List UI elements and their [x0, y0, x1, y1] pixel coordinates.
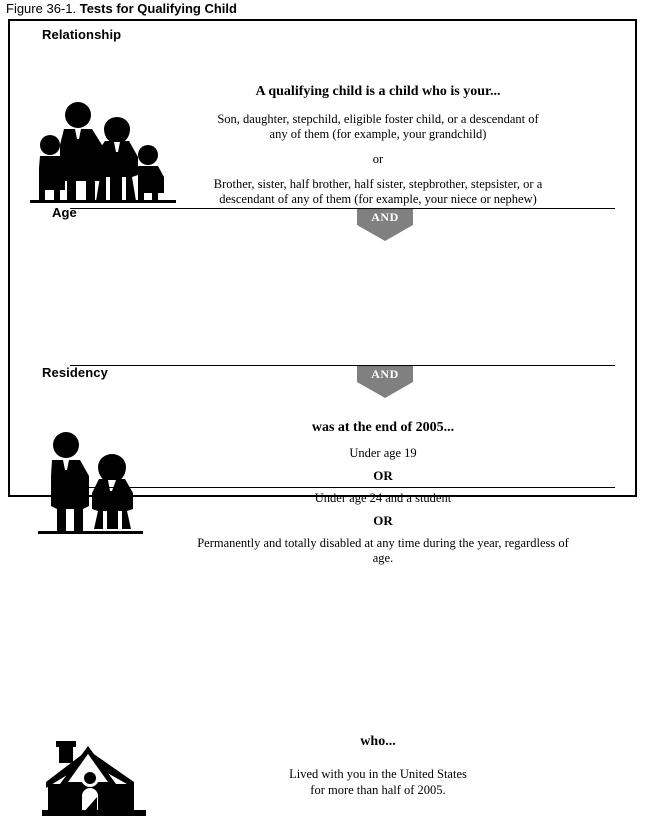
connector-and-1-label: AND [371, 210, 399, 224]
divider-bottom [70, 487, 615, 488]
section-label-age: Age [52, 205, 77, 220]
relationship-lead: A qualifying child is a child who is your... [255, 84, 501, 99]
section-label-residency: Residency [42, 365, 108, 380]
residency-line-2: for more than half of 2005. [310, 783, 446, 797]
relationship-line-2: any of them (for example, your grandchild) [269, 127, 487, 141]
residency-lead: who... [360, 734, 396, 749]
age-conjunction-2: OR [373, 513, 393, 528]
figure-title [6, 1, 237, 17]
residency-line-1: Lived with you in the United States [289, 767, 467, 781]
family-silhouette-illustration [28, 99, 178, 204]
age-option-3: Permanently and totally disabled at any time during the year, regardless of age. [197, 536, 569, 565]
relationship-line-3: Brother, sister, half brother, half sister, stepbrother, stepsister, or a [213, 177, 543, 191]
relationship-line-4: descendant of any of them (for example, your niece or nephew) [219, 192, 537, 206]
residency-text-block [188, 733, 568, 798]
relationship-text-block [188, 83, 568, 207]
figure-frame [8, 19, 637, 797]
connector-and-2-label: AND [371, 367, 399, 381]
age-lead: was at the end of 2005... [311, 420, 455, 435]
house-silhouette-illustration [38, 738, 158, 818]
relationship-line-1: Son, daughter, stepchild, eligible foster child, or a descendant of [217, 112, 539, 126]
figure-number: Figure 36-1. [6, 1, 77, 16]
age-option-2: Under age 24 and a student [314, 491, 452, 505]
age-conjunction-1: OR [373, 468, 393, 483]
section-label-relationship: Relationship [42, 27, 122, 42]
figure-caption: Tests for Qualifying Child [79, 1, 237, 16]
age-option-1: Under age 19 [349, 446, 417, 460]
section-relationship [10, 21, 635, 206]
relationship-conjunction: or [372, 152, 384, 166]
